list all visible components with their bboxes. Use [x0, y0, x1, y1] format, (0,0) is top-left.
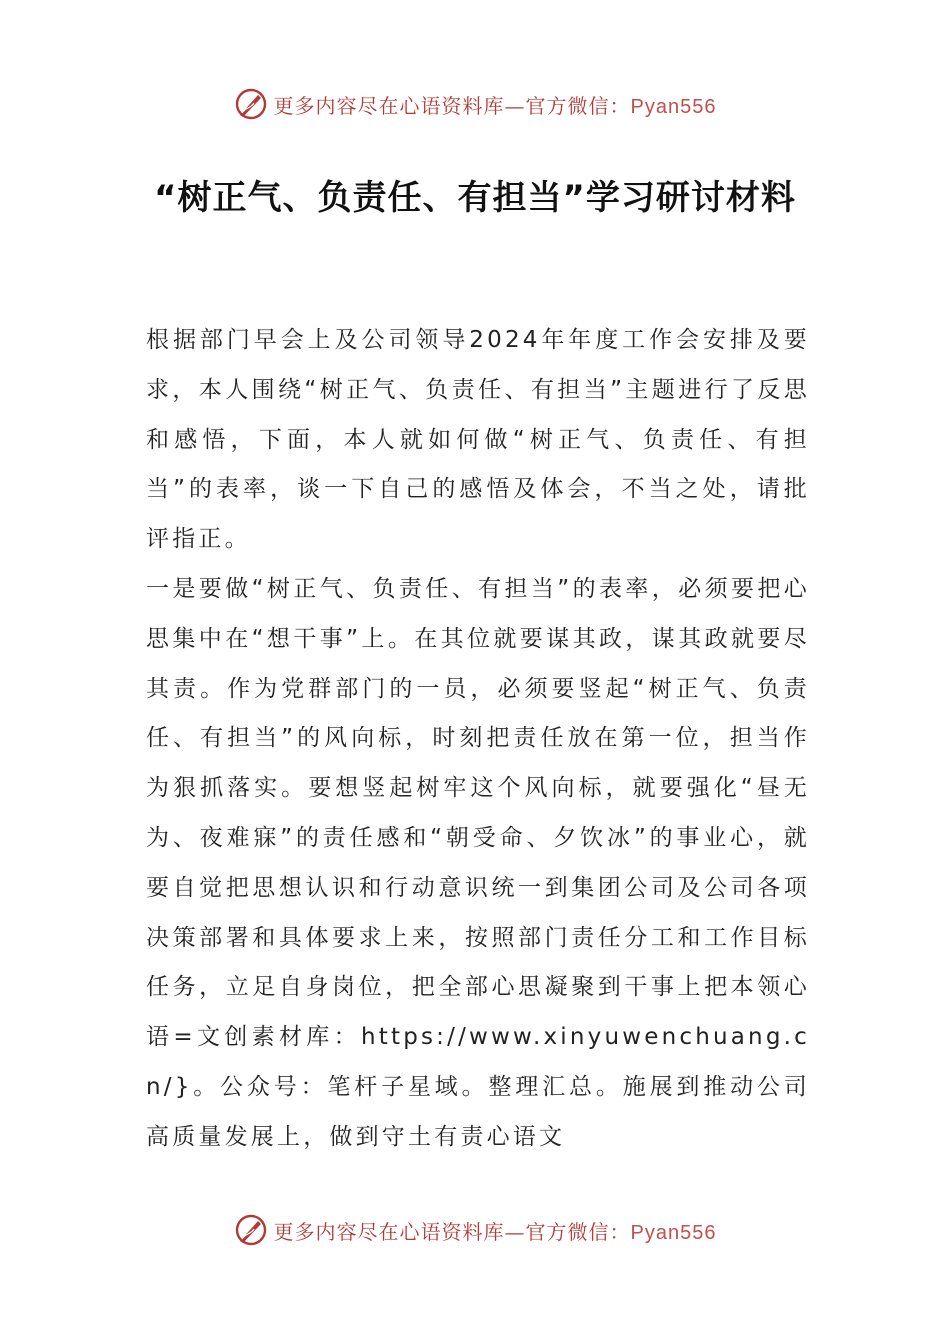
pen-logo-icon — [234, 1213, 268, 1247]
header-banner — [0, 84, 950, 124]
banner-text: 更多内容尽在心语资料库—官方微信：Pyan556 — [273, 1219, 717, 1244]
paragraph-intro: 根据部门早会上及公司领导2024年年度工作会安排及要求，本人围绕“树正气、负责任、有担当”主题进行了反思和感悟，下面，本人就如何做“树正气、负责任、有担当”的表率，谈一下自己的感悟及体会，不当之处，请批评指正。 — [146, 327, 810, 553]
banner-wechat-id: Pyan556 — [630, 95, 717, 118]
document-title: “树正气、负责任、有担当”学习研讨材料 — [154, 178, 796, 218]
banner-wechat-id: Pyan556 — [630, 1221, 717, 1244]
document-body — [146, 316, 810, 1163]
footer-banner — [0, 1210, 950, 1250]
pen-logo-icon — [234, 87, 268, 121]
banner-text: 更多内容尽在心语资料库—官方微信：Pyan556 — [273, 93, 717, 118]
paragraph-point-one: 一是要做“树正气、负责任、有担当”的表率，必须要把心思集中在“想干事”上。在其位就要谋其政，谋其政就要尽其责。作为党群部门的一员，必须要竖起“树正气、负责任、有担当”的风向标，时刻把责任放在第一位，担当作为狠抓落实。要想竖起树牢这个风向标，就要强化“昼无为、夜难寐”的责任感和“朝受命、夕饮冰”的事业心，就要自觉把思想认识和行动意识统一到集团公司及公司各项决策部署和具体要求上来，按照部门责任分工和工作目标任务，立足自身岗位，把全部心思凝聚到干事上把本领心语=文创素材库：https://www.xinyuwenchuang.cn/}。公众号：笔杆子星域。整理汇总。施展到推动公司高质量发展上，做到守土有责心语文 — [146, 575, 810, 1150]
